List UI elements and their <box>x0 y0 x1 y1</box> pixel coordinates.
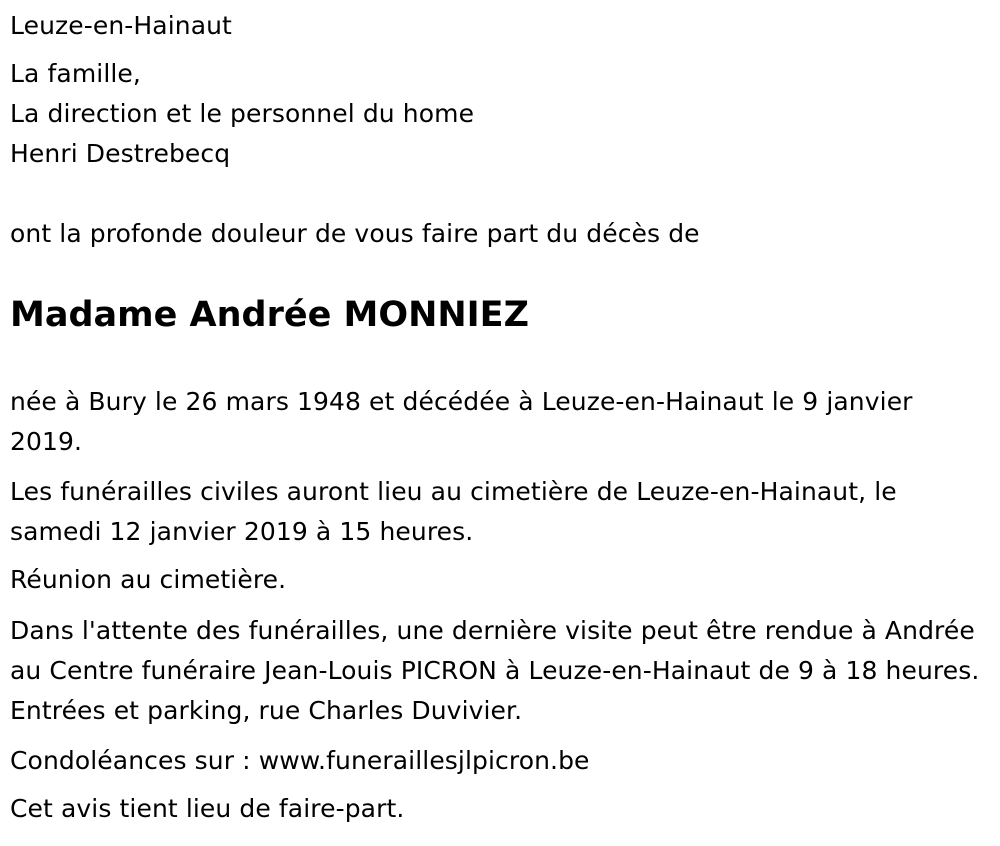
birth-death-text: née à Bury le 26 mars 1948 et décédée à Leuze-en-Hainaut le 9 janvier 2019. <box>10 387 913 456</box>
family-line: La famille, <box>10 59 141 88</box>
notice-text: Cet avis tient lieu de faire-part. <box>10 794 405 823</box>
meeting-text: Réunion au cimetière. <box>10 565 287 594</box>
funeral-text: Les funérailles civiles auront lieu au cimetière de Leuze-en-Hainaut, le samedi 12 janvier 2019 à 15 heures. <box>10 477 897 546</box>
deceased-name: Madame Andrée MONNIEZ <box>10 295 529 335</box>
visit-text: Dans l'attente des funérailles, une dernière visite peut être rendue à Andrée au Centre funéraire Jean-Louis PICRON à Leuze-en-Hainaut de 9 à 18 heures. Entrées et parking, rue Charles Duvivier. <box>10 616 980 725</box>
condolences-text: Condoléances sur : www.funeraillesjlpicron.be <box>10 746 590 775</box>
family-block <box>10 54 474 174</box>
announcement-text: ont la profonde douleur de vous faire part du décès de <box>10 219 700 248</box>
family-line: Henri Destrebecq <box>10 139 231 168</box>
location-text: Leuze-en-Hainaut <box>10 11 232 40</box>
family-line: La direction et le personnel du home <box>10 99 475 128</box>
